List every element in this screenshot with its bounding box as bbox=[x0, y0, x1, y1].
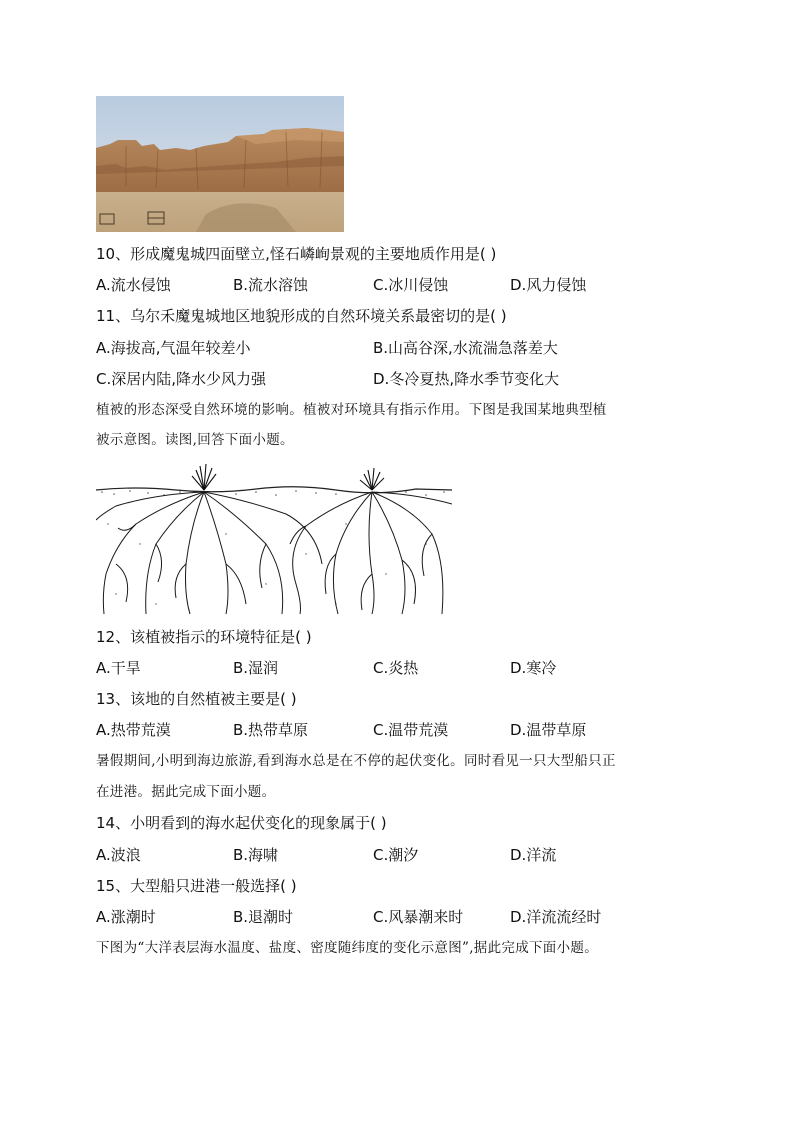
vegetation-intro-line-1: 植被的形态深受自然环境的影响。植被对环境具有指示作用。下图是我国某地典型植 bbox=[96, 402, 607, 418]
question-12-stem: 12、该植被指示的环境特征是( ) bbox=[96, 628, 312, 646]
question-15-option-a[interactable]: A.涨潮时 bbox=[96, 908, 156, 926]
vegetation-intro-line-2: 被示意图。读图,回答下面小题。 bbox=[96, 432, 294, 448]
question-11-option-d[interactable]: D.冬冷夏热,降水季节变化大 bbox=[373, 370, 560, 388]
question-11-option-a[interactable]: A.海拔高,气温年较差小 bbox=[96, 339, 251, 357]
question-10-option-b[interactable]: B.流水溶蚀 bbox=[233, 276, 309, 294]
question-10-option-d[interactable]: D.风力侵蚀 bbox=[510, 276, 587, 294]
sea-intro-line-2: 在进港。据此完成下面小题。 bbox=[96, 784, 276, 800]
question-12-option-c[interactable]: C.炎热 bbox=[373, 659, 419, 677]
sea-intro-line-1: 暑假期间,小明到海边旅游,看到海水总是在不停的起伏变化。同时看见一只大型船只正 bbox=[96, 753, 616, 769]
question-11-stem: 11、乌尔禾魔鬼城地区地貌形成的自然环境关系最密切的是( ) bbox=[96, 307, 507, 325]
ocean-intro-line: 下图为“大洋表层海水温度、盐度、密度随纬度的变化示意图”,据此完成下面小题。 bbox=[96, 940, 598, 956]
question-14-option-a[interactable]: A.波浪 bbox=[96, 846, 141, 864]
question-15-option-b[interactable]: B.退潮时 bbox=[233, 908, 294, 926]
question-13-option-b[interactable]: B.热带草原 bbox=[233, 721, 309, 739]
question-13-option-c[interactable]: C.温带荒漠 bbox=[373, 721, 449, 739]
question-10-option-a[interactable]: A.流水侵蚀 bbox=[96, 276, 171, 294]
question-15-option-d[interactable]: D.洋流流经时 bbox=[510, 908, 602, 926]
question-15-option-c[interactable]: C.风暴潮来时 bbox=[373, 908, 464, 926]
question-10-stem: 10、形成魔鬼城四面壁立,怪石嶙峋景观的主要地质作用是( ) bbox=[96, 245, 497, 263]
question-11-option-c[interactable]: C.深居内陆,降水少风力强 bbox=[96, 370, 267, 388]
vegetation-root-diagram bbox=[96, 464, 452, 616]
question-13-option-a[interactable]: A.热带荒漠 bbox=[96, 721, 171, 739]
question-10-option-c[interactable]: C.冰川侵蚀 bbox=[373, 276, 449, 294]
question-11-option-b[interactable]: B.山高谷深,水流湍急落差大 bbox=[373, 339, 558, 357]
question-12-option-b[interactable]: B.湿润 bbox=[233, 659, 279, 677]
question-13-option-d[interactable]: D.温带草原 bbox=[510, 721, 587, 739]
question-14-stem: 14、小明看到的海水起伏变化的现象属于( ) bbox=[96, 814, 387, 832]
question-14-option-b[interactable]: B.海啸 bbox=[233, 846, 279, 864]
question-13-stem: 13、该地的自然植被主要是( ) bbox=[96, 690, 297, 708]
question-12-option-d[interactable]: D.寒冷 bbox=[510, 659, 557, 677]
question-14-option-d[interactable]: D.洋流 bbox=[510, 846, 557, 864]
question-15-stem: 15、大型船只进港一般选择( ) bbox=[96, 877, 297, 895]
yardang-landform-photo bbox=[96, 96, 344, 232]
question-12-option-a[interactable]: A.干旱 bbox=[96, 659, 141, 677]
question-14-option-c[interactable]: C.潮汐 bbox=[373, 846, 419, 864]
